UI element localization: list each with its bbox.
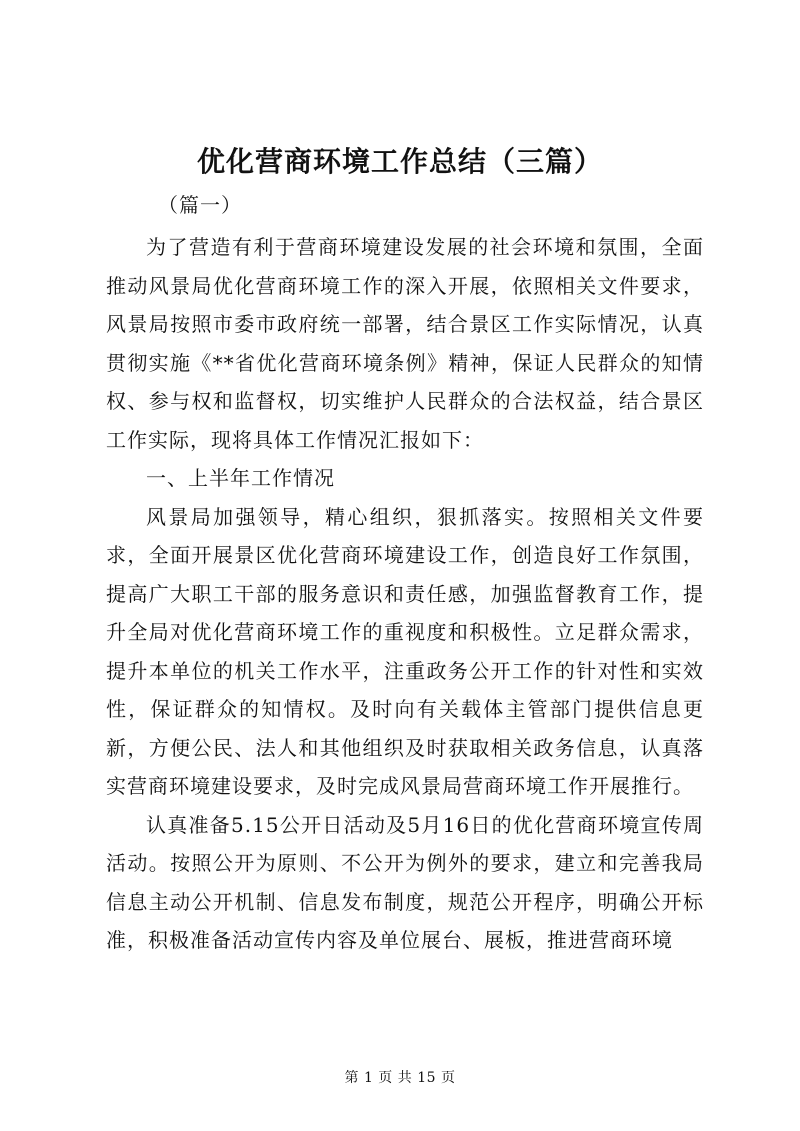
paragraph-work-overview: 风景局加强领导，精心组织，狠抓落实。按照相关文件要求，全面开展景区优化营商环境建设工作，创造良好工作氛围，提高广大职工干部的服务意识和责任感，加强监督教育工作，提升全局对优化营商环境工作的重视度和积极性。立足群众需求，提升本单位的机关工作水平，注重政务公开工作的针对性和实效性，保证群众的知情权。及时向有关载体主管部门提供信息更新，方便公民、法人和其他组织及时获取相关政务信息，认真落实营商环境建设要求，及时完成风景局营商环境工作开展推行。 bbox=[106, 504, 704, 798]
paragraph-intro: 为了营造有利于营商环境建设发展的社会环境和氛围，全面推动风景局优化营商环境工作的深入开展，依照相关文件要求，风景局按照市委市政府统一部署，结合景区工作实际情况，认真贯彻实施《**省优化营商环境条例》精神，保证人民群众的知情权、参与权和监督权，切实维护人民群众的合法权益，结合景区工作实际，现将具体工作情况汇报如下： bbox=[106, 235, 704, 452]
section-label: （篇一） bbox=[158, 193, 242, 217]
page-footer: 第 1 页 共 15 页 bbox=[344, 1070, 456, 1086]
section-heading: 一、上半年工作情况 bbox=[146, 466, 335, 490]
document-body bbox=[106, 228, 704, 960]
document-title: 优化营商环境工作总结（三篇） bbox=[196, 145, 603, 178]
paragraph-open-day: 认真准备5.15公开日活动及5月16日的优化营商环境宣传周活动。按照公开为原则、不公开为例外的要求，建立和完善我局信息主动公开机制、信息发布制度，规范公开程序，明确公开标准，积极准备活动宣传内容及单位展台、展板，推进营商环境 bbox=[106, 812, 704, 952]
